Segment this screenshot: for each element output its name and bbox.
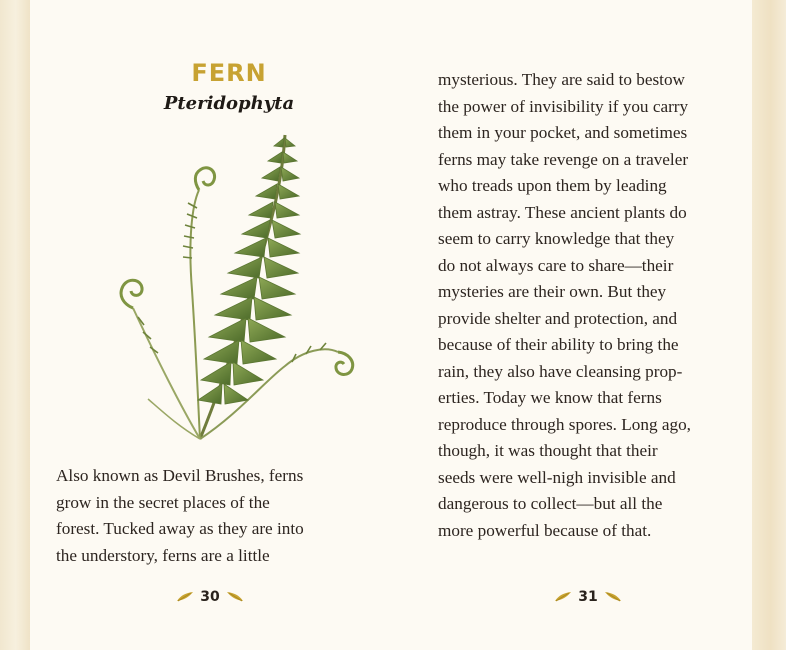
text-line: mysterious. They are said to bestow: [438, 70, 685, 89]
scientific-name: Pteridophyta: [163, 93, 295, 114]
text-line: them in your pocket, and sometimes: [438, 123, 688, 142]
text-line: forest. Tucked away as they are into: [56, 519, 304, 538]
text-line: erties. Today we know that ferns: [438, 388, 662, 407]
text-line: provide shelter and protection, and: [438, 308, 678, 328]
text-line: grow in the secret places of the: [56, 492, 270, 512]
text-line: Also known as Devil Brushes, ferns: [56, 466, 304, 485]
leaf-ornament-icon: [176, 590, 194, 604]
text-line: the power of invisibility if you carry: [438, 96, 689, 116]
right-page-text: [438, 67, 754, 544]
text-line: because of their ability to bring the: [438, 335, 679, 354]
leaf-ornament-icon: [226, 590, 244, 604]
text-line: the understory, ferns are a little: [56, 545, 270, 565]
text-line: reproduce through spores. Long ago,: [438, 414, 691, 434]
text-line: who treads upon them by leading: [438, 176, 667, 195]
text-line: seem to carry knowledge that they: [438, 229, 675, 248]
left-page-text: [56, 463, 362, 569]
page-number-right: [548, 587, 628, 607]
page-title: FERN: [191, 59, 267, 87]
text-line: dangerous to collect—but all the: [438, 494, 663, 513]
fern-illustration: [96, 120, 366, 450]
book-spread: [30, 0, 752, 650]
page-number-label: 30: [200, 589, 220, 605]
page-number-label: 31: [578, 589, 598, 605]
text-line: ferns may take revenge on a traveler: [438, 149, 689, 169]
background-strip: [752, 0, 786, 650]
text-line: rain, they also have cleansing prop-: [438, 361, 683, 381]
leaf-ornament-icon: [554, 590, 572, 604]
text-line: mysteries are their own. But they: [438, 282, 667, 301]
page-number-left: [170, 587, 250, 607]
text-line: though, it was thought that their: [438, 441, 658, 460]
text-line: seeds were well-nigh invisible and: [438, 467, 676, 487]
text-line: them astray. These ancient plants do: [438, 202, 687, 222]
leaf-ornament-icon: [604, 590, 622, 604]
text-line: more powerful because of that.: [438, 520, 652, 540]
text-line: do not always care to share—their: [438, 255, 674, 275]
